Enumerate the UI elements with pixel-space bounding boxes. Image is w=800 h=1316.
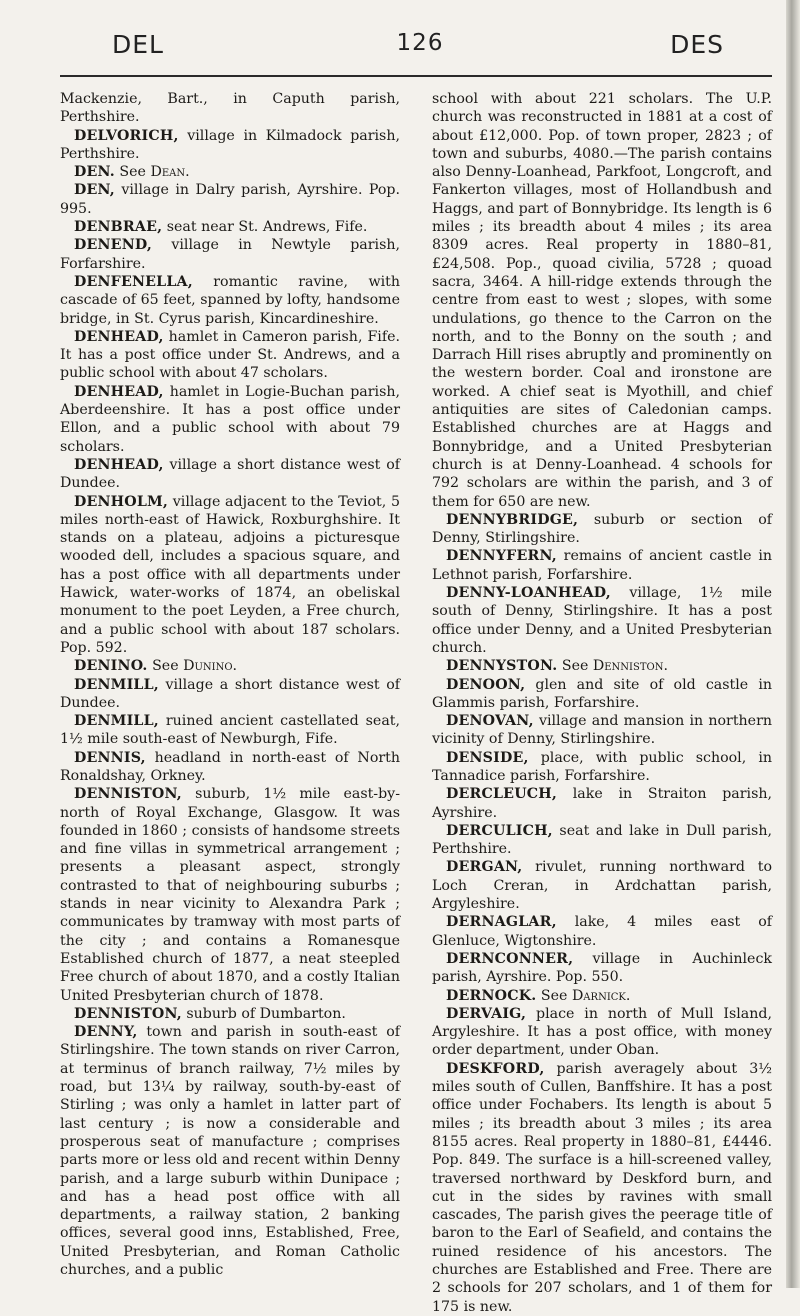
entry-text: suburb or section of Denny, Stirlingshire. bbox=[432, 511, 772, 547]
gazetteer-entry bbox=[432, 822, 772, 859]
entry-tail: . bbox=[185, 164, 190, 181]
gazetteer-entry bbox=[432, 547, 772, 584]
gazetteer-entry bbox=[60, 456, 400, 493]
entry-headword: DENNYFERN, bbox=[446, 548, 557, 565]
entry-headword: DENSIDE, bbox=[446, 749, 529, 766]
gazetteer-entry bbox=[60, 383, 400, 456]
gazetteer-entry bbox=[60, 90, 400, 127]
entry-text: romantic ravine, with cascade of 65 feet, spanned by lofty, handsome bridge, in St. Cyrus parish, Kincardineshire. bbox=[60, 273, 400, 327]
entry-text: village in Kilmadock parish, Perthshire. bbox=[60, 127, 400, 162]
entry-text: village and mansion in northern vicinity of Denny, Stirlingshire. bbox=[432, 713, 772, 748]
entry-text: suburb, 1½ mile east-by-north of Royal Exchange, Glasgow. It was founded in 1860 ; consists of handsome streets and fine villas in symmetrical arrangement ; presents a pleasant aspect, strongly contrasted to that of neighbouring suburbs ; stands in near vicinity to Alexandra Park ; communicates by tramway with most parts of the city ; and contains a Romanesque Established church of 1877, a neat steepled Free church of about 1870, and a costly Italian United Presbyterian church of 1878. bbox=[60, 786, 400, 1004]
header-last-entry: DES bbox=[670, 30, 724, 59]
entry-headword: DERNAGLAR, bbox=[446, 914, 557, 931]
entry-cross-reference: Dean bbox=[150, 164, 186, 181]
gazetteer-entry bbox=[60, 236, 400, 273]
entry-headword: DENHOLM, bbox=[74, 493, 169, 510]
entry-headword: DENNY, bbox=[74, 1024, 138, 1041]
entry-text: place in north of Mull Island, Argyleshire. It has a post office, with money order department, under Oban. bbox=[432, 1005, 772, 1059]
entry-headword: DENNY-LOANHEAD, bbox=[446, 585, 611, 602]
gazetteer-entry bbox=[432, 657, 772, 675]
gazetteer-entry bbox=[432, 584, 772, 657]
entry-text: lake, 4 miles east of Glenluce, Wigtonshire. bbox=[432, 914, 772, 949]
gazetteer-entry bbox=[432, 913, 772, 950]
gazetteer-entry bbox=[432, 676, 772, 713]
gazetteer-entry bbox=[60, 273, 400, 328]
running-header bbox=[60, 30, 772, 66]
entry-cross-reference: Denniston bbox=[592, 658, 664, 675]
gazetteer-entry bbox=[432, 749, 772, 786]
entry-headword: DENBRAE, bbox=[74, 219, 163, 236]
gazetteer-entry bbox=[60, 657, 400, 675]
entry-headword: DENNYBRIDGE, bbox=[446, 511, 579, 528]
gazetteer-entry bbox=[432, 511, 772, 548]
page-edge bbox=[786, 0, 800, 1288]
entry-text: rivulet, running northward to Loch Creran, in Ardchattan parish, Argyleshire. bbox=[432, 859, 772, 913]
entry-headword: DENOVAN, bbox=[446, 713, 534, 730]
gazetteer-entry bbox=[432, 90, 772, 511]
entry-headword: DENNIS, bbox=[74, 749, 146, 766]
entry-cross-reference: Darnick bbox=[571, 987, 626, 1004]
page-number: 126 bbox=[396, 30, 444, 56]
entry-text: village a short distance west of Dundee. bbox=[60, 456, 400, 492]
entry-text: lake in Straiton parish, Ayrshire. bbox=[432, 786, 772, 821]
gazetteer-entry bbox=[60, 163, 400, 181]
entry-headword: DERNCONNER, bbox=[446, 950, 574, 967]
entry-text: remains of ancient castle in Lethnot parish, Forfarshire. bbox=[432, 548, 772, 583]
entry-headword: DENMILL, bbox=[74, 713, 159, 730]
entry-text: hamlet in Cameron parish, Fife. It has a post office under St. Andrews, and a public school with about 47 scholars. bbox=[60, 328, 400, 382]
entry-text: village in Auchinleck parish, Ayrshire. Pop. 550. bbox=[432, 950, 772, 986]
entry-headword: DENMILL, bbox=[74, 676, 159, 693]
entry-headword: DEN. bbox=[74, 164, 115, 181]
entry-text: See bbox=[536, 987, 572, 1004]
gazetteer-entry bbox=[432, 950, 772, 987]
right-column bbox=[432, 90, 772, 1316]
entry-text: ruined ancient castellated seat, 1½ mile south-east of Newburgh, Fife. bbox=[60, 713, 400, 748]
entry-headword: DERNOCK. bbox=[446, 987, 537, 1004]
gazetteer-entry bbox=[60, 712, 400, 749]
gazetteer-entry bbox=[60, 749, 400, 786]
entry-headword: DERGAN, bbox=[446, 859, 523, 876]
gazetteer-entry bbox=[60, 1023, 400, 1279]
gazetteer-entry bbox=[60, 1005, 400, 1023]
entry-headword: DENHEAD, bbox=[74, 328, 164, 345]
entry-text: village in Dalry parish, Ayrshire. Pop. 995. bbox=[60, 182, 400, 217]
entry-headword: DENHEAD, bbox=[74, 383, 164, 400]
gazetteer-entry bbox=[432, 1060, 772, 1316]
entry-headword: DERVAIG, bbox=[446, 1005, 527, 1022]
gazetteer-entry bbox=[432, 987, 772, 1005]
entry-text: Mackenzie, Bart., in Caputh parish, Perthshire. bbox=[60, 91, 400, 126]
entry-headword: DENOON, bbox=[446, 676, 526, 693]
gazetteer-entry bbox=[60, 218, 400, 236]
entry-text: glen and site of old castle in Glammis parish, Forfarshire. bbox=[432, 676, 772, 711]
gazetteer-entry bbox=[60, 328, 400, 383]
gazetteer-entry bbox=[432, 785, 772, 822]
entry-text: seat near St. Andrews, Fife. bbox=[162, 219, 368, 236]
gazetteer-entry bbox=[60, 127, 400, 164]
entry-text: See bbox=[557, 658, 593, 675]
entry-text: See bbox=[114, 164, 151, 181]
entry-tail: . bbox=[232, 658, 238, 675]
entry-tail: . bbox=[663, 658, 668, 675]
entry-text: suburb of Dumbarton. bbox=[181, 1005, 346, 1022]
entry-headword: DENEND, bbox=[74, 237, 153, 254]
entry-headword: DENINO. bbox=[74, 658, 148, 675]
gazetteer-entry bbox=[432, 1005, 772, 1060]
header-first-entry: DEL bbox=[112, 30, 164, 59]
entry-text: See bbox=[147, 658, 184, 675]
left-column bbox=[60, 90, 400, 1279]
entry-text: headland in north-east of North Ronaldshay, Orkney. bbox=[60, 749, 400, 784]
entry-text: village, 1½ mile south of Denny, Stirlingshire. It has a post office under Denny, and a United Presbyterian church. bbox=[432, 585, 772, 656]
entry-text: seat and lake in Dull parish, Perthshire. bbox=[432, 822, 772, 858]
header-rule bbox=[60, 75, 772, 77]
gazetteer-entry bbox=[60, 785, 400, 1005]
gazetteer-entry bbox=[432, 858, 772, 913]
entry-headword: DERCULICH, bbox=[446, 822, 553, 839]
entry-text: village a short distance west of Dundee. bbox=[60, 676, 400, 711]
entry-headword: DELVORICH, bbox=[74, 127, 179, 144]
entry-text: village in Newtyle parish, Forfarshire. bbox=[60, 237, 400, 272]
entry-cross-reference: Dunino bbox=[183, 658, 233, 675]
entry-text: parish averagely about 3½ miles south of Cullen, Banffshire. It has a post office under Fochabers. Its length is about 5 miles ; its breadth about 3 miles ; its area 8155 acres. Real property in 1880–81, £4446. Pop. 849. The surface is a hill-screened valley, traversed northward by Deskford burn, and cut in the sides by ravines with small cascades, The parish gives the peerage title of baron to the Earl of Seafield, and contains the ruined residence of his ancestors. The churches are Established and Free. There are 2 schools for 207 scholars, and 1 of them for 175 is new. bbox=[432, 1060, 772, 1315]
gazetteer-entry bbox=[60, 493, 400, 658]
entry-text: village adjacent to the Teviot, 5 miles north-east of Hawick, Roxburghshire. It stands on a plateau, adjoins a picturesque wooded dell, includes a spacious square, and has a post office with all departments under Hawick, water-works of 1874, an obeliskal monument to the poet Leyden, a Free church, and a public school with about 187 scholars. Pop. 592. bbox=[60, 493, 400, 656]
entry-headword: DENFENELLA, bbox=[74, 273, 193, 290]
entry-text: hamlet in Logie-Buchan parish, Aberdeenshire. It has a post office under Ellon, and a public school with about 79 scholars. bbox=[60, 383, 400, 455]
gazetteer-entry bbox=[60, 676, 400, 713]
gazetteer-entry bbox=[432, 712, 772, 749]
entry-text: place, with public school, in Tannadice parish, Forfarshire. bbox=[432, 749, 772, 784]
entry-text: town and parish in south-east of Stirlingshire. The town stands on river Carron, at terminus of branch railway, 7½ miles by road, but 13¼ by railway, south-by-east of Stirling ; was only a hamlet in latter part of last century ; is now a considerable and prosperous seat of manufacture ; comprises parts more or less old and recent within Denny parish, and a large suburb within Dunipace ; and has a head post office with all departments, a railway station, 2 banking offices, several good inns, Established, Free, United Presbyterian, and Roman Catholic churches, and a public bbox=[60, 1024, 400, 1278]
entry-tail: . bbox=[625, 987, 631, 1004]
entry-headword: DENHEAD, bbox=[74, 456, 164, 473]
entry-headword: DERCLEUCH, bbox=[446, 786, 557, 803]
entry-text: school with about 221 scholars. The U.P. church was reconstructed in 1881 at a cost of about £12,000. Pop. of town proper, 2823 ; of town and suburbs, 4080.—The parish contains also Denny-Loanhead, Parkfoot, Longcroft, and Fankerton villages, most of Hollandbush and Haggs, and part of Bonnybridge. Its length is 6 miles ; its breadth about 4 miles ; its area 8309 acres. Real property in 1880–81, £24,508. Pop., quoad civilia, 5728 ; quoad sacra, 3464. A hill-ridge extends through the centre from east to west ; slopes, with some undulations, go thence to the Carron on the north, and to the Bonny on the south ; and Darrach Hill rises abruptly and prominently on the western border. Coal and ironstone are worked. A chief seat is Myothill, and chief antiquities are sites of Caledonian camps. Established churches are at Haggs and Bonnybridge, and a United Presbyterian church is at Denny-Loanhead. 4 schools for 792 scholars are within the parish, and 3 of them for 650 are new. bbox=[432, 91, 772, 510]
entry-headword: DENNISTON, bbox=[74, 786, 182, 803]
entry-headword: DESKFORD, bbox=[446, 1060, 545, 1077]
gazetteer-entry bbox=[60, 181, 400, 218]
entry-headword: DENNISTON, bbox=[74, 1005, 182, 1022]
entry-headword: DENNYSTON. bbox=[446, 658, 558, 675]
entry-headword: DEN, bbox=[74, 182, 115, 199]
